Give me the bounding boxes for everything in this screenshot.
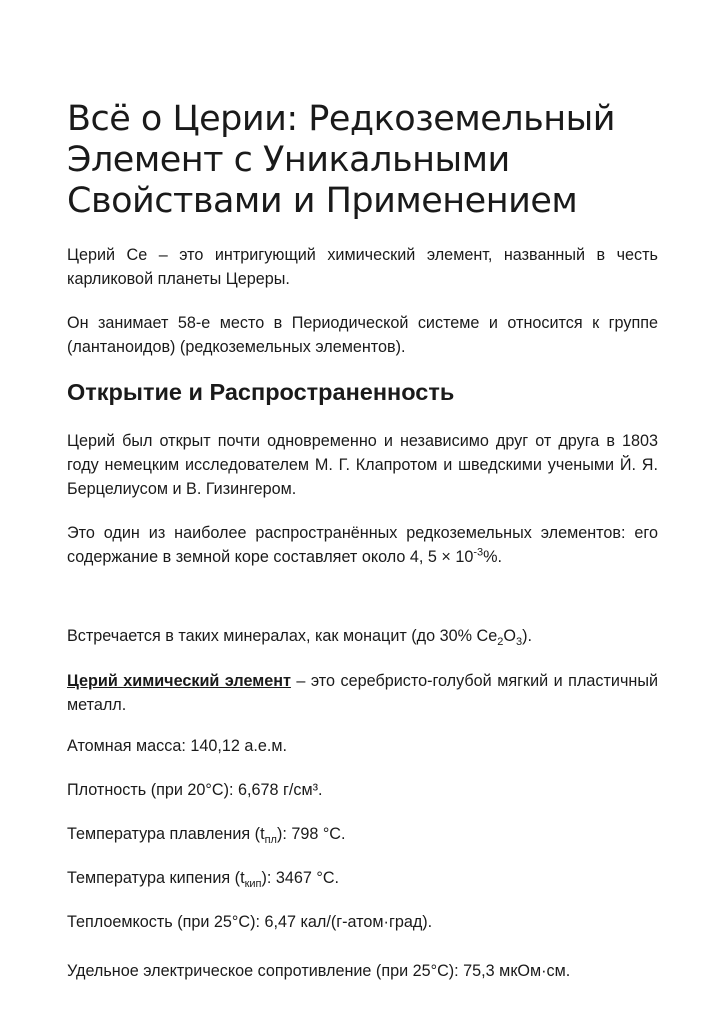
definition-text: – это серебристо-голубой мягкий и пластичный металл. xyxy=(67,672,658,714)
abundance-paragraph xyxy=(67,521,658,569)
property-resistivity: Удельное электрическое сопротивление (при 25°C): 75,3 мкОм·см. xyxy=(67,962,571,980)
intro-paragraph-1: Церий Ce – это интригующий химический элемент, названный в честь карликовой планеты Цереры. xyxy=(67,246,658,288)
property-heat-capacity: Теплоемкость (при 25°C): 6,47 кал/(г-атом·град). xyxy=(67,913,433,931)
boiling-suffix: ): 3467 °C. xyxy=(261,869,340,887)
boiling-prefix: Температура кипения (t xyxy=(67,869,245,887)
melting-sub: пл xyxy=(264,834,277,847)
minerals-sub-1: 2 xyxy=(497,636,504,649)
melting-prefix: Температура плавления (t xyxy=(67,825,265,843)
minerals-sub-2: 3 xyxy=(515,636,523,649)
abundance-text: Это один из наиболее распространённых редкоземельных элементов: его содержание в земной коре составляет около 4, 5 × 10 xyxy=(67,524,658,566)
abundance-exponent: -3 xyxy=(473,546,484,559)
boiling-sub: кип xyxy=(244,878,262,891)
definition-term: Церий химический элемент xyxy=(67,672,291,690)
melting-suffix: ): 798 °C. xyxy=(276,825,346,843)
definition-paragraph xyxy=(67,669,658,717)
property-melting-point xyxy=(67,822,346,846)
intro-paragraph-2: Он занимает 58-е место в Периодической системе и относится к группе (лантаноидов) (редкоземельных элементов). xyxy=(67,314,658,356)
page-title: Всё о Церии: Редкоземельный Элемент с Уникальными Свойствами и Применением xyxy=(67,99,616,221)
minerals-prefix: Встречается в таких минералах, как монацит (до 30% Ce xyxy=(67,627,498,645)
minerals-mid: O xyxy=(503,627,516,645)
property-density: Плотность (при 20°C): 6,678 г/см³. xyxy=(67,781,323,799)
minerals-suffix: ). xyxy=(522,627,532,645)
property-boiling-point xyxy=(67,866,339,890)
section-heading: Открытие и Распространенность xyxy=(67,379,455,405)
minerals-paragraph xyxy=(67,624,658,648)
abundance-suffix: %. xyxy=(483,548,503,566)
discovery-paragraph: Церий был открыт почти одновременно и независимо друг от друга в 1803 году немецким исследователем М. Г. Клапротом и шведскими учеными Й. Я. Берцелиусом и В. Гизингером. xyxy=(67,432,658,498)
property-atomic-mass: Атомная масса: 140,12 а.е.м. xyxy=(67,737,287,755)
